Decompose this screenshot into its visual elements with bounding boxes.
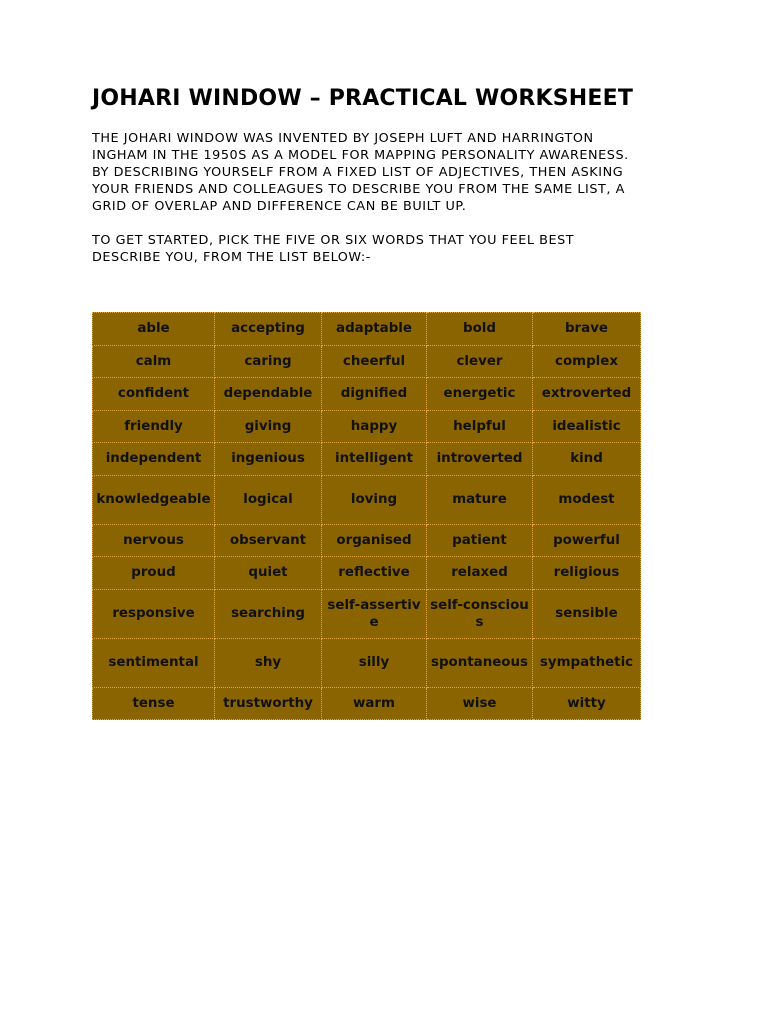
adjective-cell[interactable]: patient bbox=[427, 524, 533, 557]
adjective-cell[interactable]: nervous bbox=[93, 524, 215, 557]
adjective-cell[interactable]: caring bbox=[215, 345, 322, 378]
adjective-cell[interactable]: responsive bbox=[93, 589, 215, 638]
adjective-cell[interactable]: searching bbox=[215, 589, 322, 638]
adjective-cell[interactable]: dependable bbox=[215, 378, 322, 411]
adjective-cell[interactable]: modest bbox=[533, 475, 641, 524]
adjective-cell[interactable]: calm bbox=[93, 345, 215, 378]
adjective-cell[interactable]: quiet bbox=[215, 557, 322, 590]
table-row bbox=[93, 589, 641, 638]
adjective-cell[interactable]: proud bbox=[93, 557, 215, 590]
adjective-cell[interactable]: accepting bbox=[215, 313, 322, 346]
table-row bbox=[93, 345, 641, 378]
adjective-cell[interactable]: trustworthy bbox=[215, 687, 322, 720]
adjective-cell[interactable]: ingenious bbox=[215, 443, 322, 476]
intro-paragraph: THE JOHARI WINDOW WAS INVENTED BY JOSEPH LUFT AND HARRINGTON INGHAM IN THE 1950S AS A MODEL FOR MAPPING PERSONALITY AWARENESS. BY DESCRIBING YOURSELF FROM A FIXED LIST OF ADJECTIVES, THEN ASKING YOUR FRIENDS AND COLLEAGUES TO DESCRIBE YOU FROM THE SAME LIST, A GRID OF OVERLAP AND DIFFERENCE CAN BE BUILT UP. bbox=[92, 131, 629, 214]
adjective-cell[interactable]: able bbox=[93, 313, 215, 346]
adjective-cell[interactable]: wise bbox=[427, 687, 533, 720]
adjective-cell[interactable]: giving bbox=[215, 410, 322, 443]
table-row bbox=[93, 443, 641, 476]
adjective-cell[interactable]: self-assertive bbox=[322, 589, 427, 638]
adjective-cell[interactable]: logical bbox=[215, 475, 322, 524]
table-row bbox=[93, 638, 641, 687]
adjective-cell[interactable]: self-conscious bbox=[427, 589, 533, 638]
adjective-cell[interactable]: sentimental bbox=[93, 638, 215, 687]
adjective-cell[interactable]: organised bbox=[322, 524, 427, 557]
adjective-cell[interactable]: powerful bbox=[533, 524, 641, 557]
adjective-cell[interactable]: relaxed bbox=[427, 557, 533, 590]
table-row bbox=[93, 475, 641, 524]
adjective-cell[interactable]: kind bbox=[533, 443, 641, 476]
adjective-cell[interactable]: friendly bbox=[93, 410, 215, 443]
adjective-cell[interactable]: witty bbox=[533, 687, 641, 720]
adjective-cell[interactable]: adaptable bbox=[322, 313, 427, 346]
adjective-cell[interactable]: tense bbox=[93, 687, 215, 720]
adjective-cell[interactable]: silly bbox=[322, 638, 427, 687]
adjective-cell[interactable]: sympathetic bbox=[533, 638, 641, 687]
adjective-cell[interactable]: clever bbox=[427, 345, 533, 378]
table-row bbox=[93, 313, 641, 346]
adjective-cell[interactable]: dignified bbox=[322, 378, 427, 411]
adjective-cell[interactable]: confident bbox=[93, 378, 215, 411]
adjective-cell[interactable]: shy bbox=[215, 638, 322, 687]
adjective-cell[interactable]: extroverted bbox=[533, 378, 641, 411]
adjective-cell[interactable]: energetic bbox=[427, 378, 533, 411]
adjective-cell[interactable]: reflective bbox=[322, 557, 427, 590]
table-row bbox=[93, 378, 641, 411]
adjective-cell[interactable]: introverted bbox=[427, 443, 533, 476]
adjective-cell[interactable]: complex bbox=[533, 345, 641, 378]
adjective-table bbox=[92, 312, 641, 720]
adjective-cell[interactable]: knowledgeable bbox=[93, 475, 215, 524]
adjective-cell[interactable]: loving bbox=[322, 475, 427, 524]
adjective-cell[interactable]: intelligent bbox=[322, 443, 427, 476]
adjective-cell[interactable]: spontaneous bbox=[427, 638, 533, 687]
table-row bbox=[93, 557, 641, 590]
adjective-cell[interactable]: sensible bbox=[533, 589, 641, 638]
adjective-cell[interactable]: idealistic bbox=[533, 410, 641, 443]
adjective-cell[interactable]: brave bbox=[533, 313, 641, 346]
page-title: JOHARI WINDOW – PRACTICAL WORKSHEET bbox=[92, 86, 634, 111]
instruction-paragraph: TO GET STARTED, PICK THE FIVE OR SIX WORDS THAT YOU FEEL BEST DESCRIBE YOU, FROM THE LIST BELOW:- bbox=[92, 233, 575, 265]
table-row bbox=[93, 687, 641, 720]
adjective-cell[interactable]: cheerful bbox=[322, 345, 427, 378]
adjective-cell[interactable]: mature bbox=[427, 475, 533, 524]
adjective-cell[interactable]: observant bbox=[215, 524, 322, 557]
adjective-cell[interactable]: helpful bbox=[427, 410, 533, 443]
table-row bbox=[93, 410, 641, 443]
worksheet-page bbox=[92, 86, 692, 266]
table-row bbox=[93, 524, 641, 557]
adjective-cell[interactable]: warm bbox=[322, 687, 427, 720]
adjective-cell[interactable]: religious bbox=[533, 557, 641, 590]
adjective-cell[interactable]: bold bbox=[427, 313, 533, 346]
adjective-cell[interactable]: independent bbox=[93, 443, 215, 476]
adjective-cell[interactable]: happy bbox=[322, 410, 427, 443]
